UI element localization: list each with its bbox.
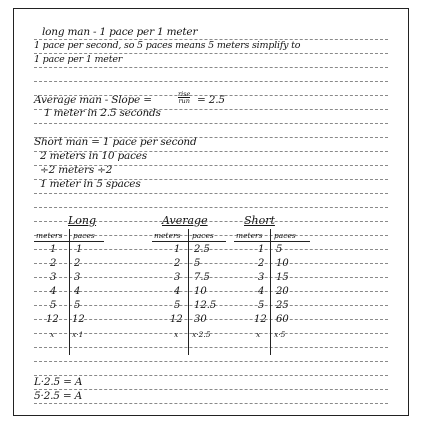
- table-cell: 4: [50, 286, 57, 297]
- table-title-short: Short: [244, 214, 275, 227]
- short-man-line: Short man = 1 pace per second: [34, 136, 197, 148]
- slope-fraction: [178, 91, 190, 104]
- table-cell: 1: [50, 244, 57, 255]
- table-cell: 5: [258, 300, 265, 311]
- table-cell: 3: [174, 272, 181, 283]
- table-cell: 1: [174, 244, 181, 255]
- slope-denominator: run: [178, 97, 190, 105]
- table-cell: 12: [170, 314, 183, 325]
- column-header: meters: [236, 231, 263, 240]
- table-cell: 25: [276, 300, 289, 311]
- table-cell: 10: [194, 286, 207, 297]
- table-cell: 2: [74, 258, 81, 269]
- slope-result: = 2.5: [197, 94, 225, 106]
- table-cell: 3: [74, 272, 81, 283]
- short-line-3: 1 meter in 5 spaces: [40, 178, 141, 190]
- equation-line-1: L·2.5 = A: [34, 376, 83, 388]
- short-line-2: ÷2 meters ÷2: [40, 164, 113, 176]
- column-header: paces: [192, 231, 214, 240]
- worksheet-page: [13, 8, 409, 416]
- table-cell: 4: [74, 286, 81, 297]
- long-detail-line-1: 1 pace per second, so 5 paces means 5 meters simplify to: [34, 40, 301, 51]
- table-cell: 2: [50, 258, 57, 269]
- average-man-line: Average man - Slope =: [34, 94, 152, 106]
- long-detail-line-2: 1 pace per 1 meter: [34, 54, 123, 65]
- column-header: paces: [274, 231, 296, 240]
- table-cell: 1: [76, 244, 83, 255]
- table-cell: x: [174, 330, 179, 339]
- column-header: meters: [154, 231, 181, 240]
- table-cell: 4: [258, 286, 265, 297]
- table-cell: 60: [276, 314, 289, 325]
- table-cell: 5: [50, 300, 57, 311]
- table-cell: 2.5: [194, 244, 210, 255]
- table-cell: 20: [276, 286, 289, 297]
- equation-line-2: 5·2.5 = A: [34, 390, 82, 402]
- table-cell: x·5: [274, 330, 286, 339]
- slope-numerator: rise: [178, 90, 191, 98]
- table-cell: 2: [174, 258, 181, 269]
- table-cell: 4: [174, 286, 181, 297]
- table-cell: 5: [174, 300, 181, 311]
- table-cell: x·2.5: [192, 330, 211, 339]
- table-cell: 12.5: [194, 300, 217, 311]
- table-cell: 15: [276, 272, 289, 283]
- table-cell: 12: [254, 314, 267, 325]
- table-cell: 7.5: [194, 272, 210, 283]
- table-cell: 12: [46, 314, 59, 325]
- table-cell: 3: [258, 272, 265, 283]
- long-man-line: long man - 1 pace per 1 meter: [42, 26, 198, 38]
- table-cell: x·1: [72, 330, 84, 339]
- table-cell: 2: [258, 258, 265, 269]
- table-title-long: Long: [68, 214, 97, 227]
- table-cell: x: [50, 330, 55, 339]
- short-line-1: 2 meters in 10 paces: [40, 150, 147, 162]
- table-cell: 12: [72, 314, 85, 325]
- column-header: meters: [36, 231, 63, 240]
- table-cell: 5: [276, 244, 283, 255]
- table-cell: 10: [276, 258, 289, 269]
- table-cell: 1: [258, 244, 265, 255]
- table-cell: x: [256, 330, 261, 339]
- table-cell: 5: [74, 300, 81, 311]
- column-header: paces: [73, 231, 95, 240]
- table-title-average: Average: [162, 214, 208, 227]
- table-cell: 30: [194, 314, 207, 325]
- average-detail-line: 1 meter in 2.5 seconds: [44, 107, 161, 119]
- table-cell: 3: [50, 272, 57, 283]
- table-cell: 5: [194, 258, 201, 269]
